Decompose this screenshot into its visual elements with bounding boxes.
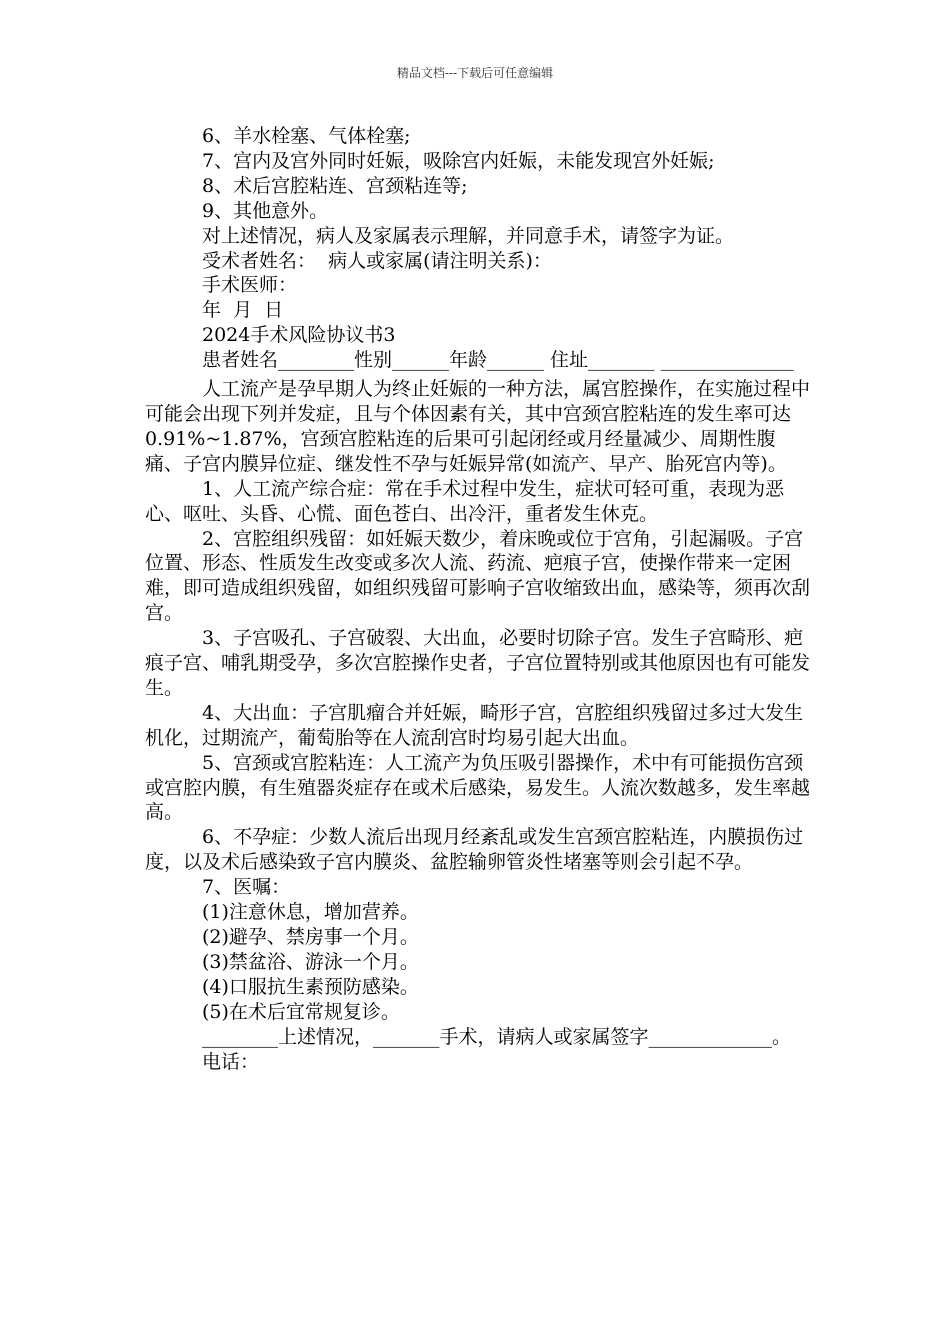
date-field: 年 月 日 — [202, 299, 284, 322]
signer-field: 受术者姓名： 病人或家属(请注明关系)： — [202, 249, 552, 272]
medical-orders-heading: 7、医嘱： — [202, 876, 291, 899]
list-item-7: 7、宫内及宫外同时妊娠，吸除宫内妊娠，未能发现宫外妊娠; — [202, 149, 715, 172]
order-item: (4)口服抗生素预防感染。 — [202, 975, 419, 998]
intro-paragraph: 人工流产是孕早期人为终止妊娠的一种方法，属宫腔操作，在实施过程中可能会出现下列并发症，且与个体因素有关，其中宫颈宫腔粘连的发生率可达0.91%~1.87%，宫颈宫腔粘连的后果可引起闭经或月经量减少、周期性腹痛、子宫内膜异位症、继发性不孕与妊娠异常(如流产、早产、胎死宫内等)。 — [145, 378, 811, 475]
complication-6: 6、不孕症：少数人流后出现月经紊乱或发生宫颈宫腔粘连，内膜损伤过度，以及术后感染致子宫内膜炎、盆腔输卵管炎性堵塞等则会引起不孕。 — [145, 826, 804, 874]
list-item-9: 9、其他意外。 — [202, 199, 329, 222]
complication-2: 2、宫腔组织残留：如妊娠天数少，着床晚或位于宫角，引起漏吸。子宫位置、形态、性质发生改变或多次人流、药流、疤痕子宫，使操作带来一定困难，即可造成组织残留，如组织残留可影响子宫收缩致出血，感染等，须再次刮宫。 — [145, 527, 811, 625]
page-header: 精品文档---下载后可任意编辑 — [396, 66, 554, 80]
complication-3: 3、子宫吸孔、子宫破裂、大出血，必要时切除子宫。发生子宫畸形、疤痕子宫、哺乳期受孕，多次宫腔操作史者，子宫位置特别或其他原因也有可能发生。 — [145, 627, 811, 699]
order-item: (1)注意休息，增加营养。 — [202, 901, 419, 924]
list-item-8: 8、术后宫腔粘连、宫颈粘连等; — [202, 174, 468, 197]
complication-5: 5、宫颈或宫腔粘连：人工流产为负压吸引器操作，术中有可能损伤宫颈或宫腔内膜，有生殖器炎症存在或术后感染，易发生。人流次数越多，发生率越高。 — [145, 751, 811, 824]
list-item-6: 6、羊水栓塞、气体栓塞; — [202, 125, 411, 147]
signature-line: ________上述情况，_______手术，请病人或家属签字_____________。 — [202, 1025, 792, 1048]
document-body — [145, 124, 810, 1074]
order-item: (5)在术后宜常规复诊。 — [202, 1000, 400, 1023]
doctor-field: 手术医师： — [202, 274, 298, 297]
complication-1: 1、人工流产综合症：常在手术过程中发生，症状可轻可重，表现为恶心、呕吐、头昏、心慌、面色苍白、出冷汗，重者发生休克。 — [145, 477, 785, 525]
consent-statement: 对上述情况，病人及家属表示理解，并同意手术，请签字为证。 — [202, 224, 735, 247]
patient-info-line: 患者姓名________性别______年龄______ 住址_______ ______________ — [202, 349, 794, 372]
phone-field: 电话： — [202, 1050, 260, 1073]
section-title: 2024手术风险协议书3 — [202, 324, 396, 347]
order-item: (3)禁盆浴、游泳一个月。 — [202, 950, 419, 973]
order-item: (2)避孕、禁房事一个月。 — [202, 926, 419, 948]
complication-4: 4、大出血：子宫肌瘤合并妊娠，畸形子宫，宫腔组织残留过多过大发生机化，过期流产，葡萄胎等在人流刮宫时均易引起大出血。 — [145, 701, 804, 749]
